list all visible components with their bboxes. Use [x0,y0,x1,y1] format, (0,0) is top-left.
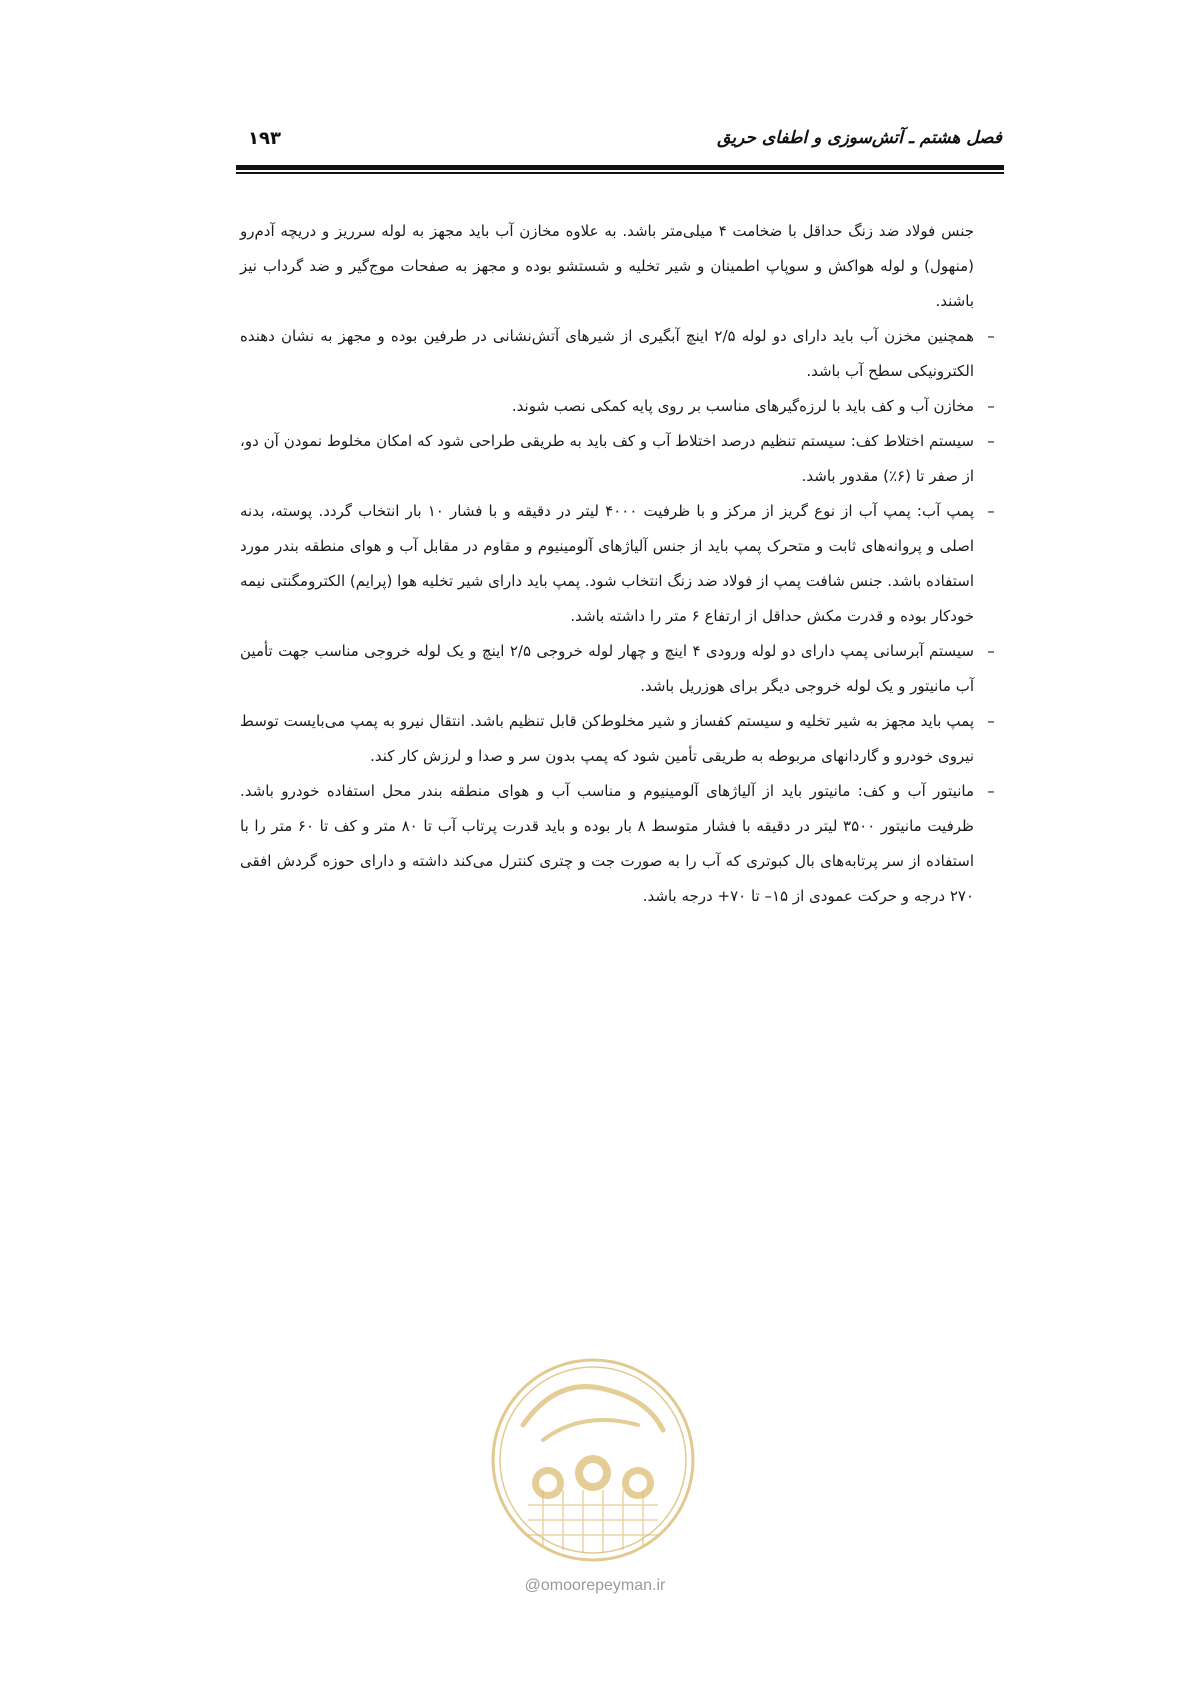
list-item-text: سیستم اختلاط کف: سیستم تنظیم درصد اختلاط آب و کف باید به طریقی طراحی شود که امکان مخلوط نمودن آن دو، از صفر تا (۶٪) مقدور باشد. [240,432,974,485]
list-item-text: پمپ آب: پمپ آب از نوع گریز از مرکز و با ظرفیت ۴۰۰۰ لیتر در دقیقه و با فشار ۱۰ بار انتخاب گردد. پوسته، بدنه اصلی و پروانه‌های ثابت و متحرک پمپ باید از جنس آلیاژهای آلومینیوم و مقاوم در مقابل آب و هوای منطقه بندر مورد استفاده باشد. جنس شافت پمپ از فولاد ضد زنگ انتخاب شود. پمپ باید دارای شیر تخلیه هوا (پرایم) الکترومگنتی نیمه خودکار بوده و قدرت مکش حداقل از ارتفاع ۶ متر را داشته باشد. [240,502,974,625]
list-item [240,424,1000,494]
list-item [240,634,1000,704]
watermark-website: @omoorepeyman.ir [524,1577,666,1594]
dash-bullet: – [987,642,995,660]
dash-bullet: – [987,432,995,450]
continuation-paragraph: جنس فولاد ضد زنگ حداقل با ضخامت ۴ میلی‌متر باشد. به علاوه مخازن آب باید مجهز به لوله سرریز و دریچه آدم‌رو (منهول) و لوله هواکش و سوپاپ اطمینان و شیر تخلیه و شستشو بوده و مجهز به صفحات موج‌گیر و ضد گرداب نیز باشند. [240,222,974,310]
dash-bullet: – [987,712,995,730]
list-item-text: سیستم آبرسانی پمپ دارای دو لوله ورودی ۴ اینچ و چهار لوله خروجی ۲/۵ اینچ و یک لوله خروجی مناسب جهت تأمین آب مانیتور و یک لوله خروجی دیگر برای هوزریل باشد. [240,642,974,695]
list-item [240,704,1000,774]
list-item-text: مخازن آب و کف باید با لرزه‌گیرهای مناسب بر روی پایه کمکی نصب شوند. [511,397,974,415]
header-rule-thick [236,165,1004,170]
dash-bullet: – [987,397,995,415]
list-item-text: پمپ باید مجهز به شیر تخلیه و سیستم کفساز و شیر مخلوط‌کن قابل تنظیم باشد. انتقال نیرو به پمپ می‌بایست توسط نیروی خودرو و گاردانهای مربوطه به طریقی تأمین شود که پمپ بدون سر و صدا و لرزش کار کند. [240,712,974,765]
list-item [240,319,1000,389]
header-rule-thin [236,172,1004,174]
dash-bullet: – [987,502,995,520]
chapter-title: فصل هشتم ـ آتش‌سوزی و اطفای حریق [717,128,1002,148]
list-item [240,389,1000,424]
list-item-text: مانیتور آب و کف: مانیتور باید از آلیاژهای آلومینیوم و مناسب آب و هوای منطقه بندر محل استفاده خودرو باشد. ظرفیت مانیتور ۳۵۰۰ لیتر در دقیقه با فشار متوسط ۸ بار بوده و باید قدرت پرتاب آب تا ۸۰ متر و کف تا ۶۰ متر را با استفاده از سر پرتابه‌های بال کبوتری که آب را به صورت جت و چتری کنترل می‌کند داشته و دارای حوزه گردش افقی ۲۷۰ درجه و حرکت عمودی از ۱۵– تا ۷۰+ درجه باشد. [240,782,974,905]
page-header [240,126,1002,162]
list-item [240,494,1000,634]
list-item [240,774,1000,914]
body-text [240,214,1000,914]
page-number: ۱۹۳ [248,128,281,149]
watermark-logo [488,1355,698,1565]
dash-bullet: – [987,782,995,800]
dash-bullet: – [987,327,995,345]
list-item-text: همچنین مخزن آب باید دارای دو لوله ۲/۵ اینچ آبگیری از شیرهای آتش‌نشانی در طرفین بوده و مجهز به نشان دهنده الکترونیکی سطح آب باشد. [240,327,974,380]
